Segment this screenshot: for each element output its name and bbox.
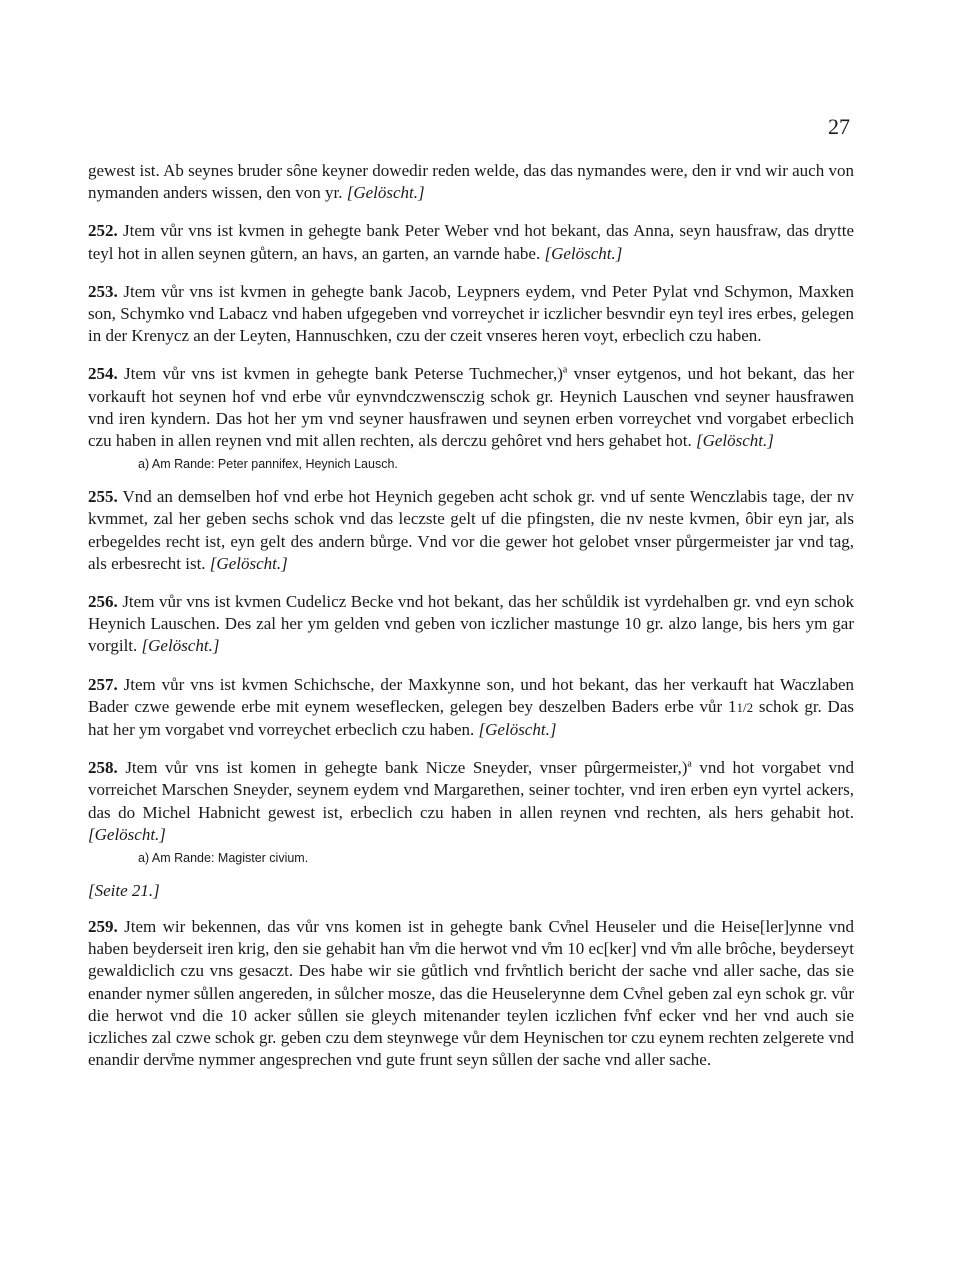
entry-number: 252. (88, 221, 118, 241)
entry-256 (88, 591, 854, 658)
entry-text: Jtem wir bekennen, das vůr vns komen ist in gehegte bank Cv̊nel Heuseler und die Heise[ler]ynne vnd haben beyderseit iren krig, den sie gehabit han v̊m die herwot vnd v̊m 10 ec[ker] vnd v̊m alle brôche, beyderseyt gewaldiclich czu vns gesaczt. Des habe wir sie gůtlich vnd frv̊ntlich bericht der sache vnd aller sache, das sie enander nymer sůllen angereden, in sůlcher mosze, das die Heuselerynne dem Cv̊nel geben zal eyn schok gr. vůr die herwot vnd die 10 acker sůllen sie gleych mitenander teylen iczlichen fv̊nf ecker vnd her vnd auch sie iczliches zal czwe schok gr. geben czu dem steynwege vůr dem Heynischen tor czu eynem rechten zelgerete vnd enandir derv̊me nymmer angesprechen vnd gute frunt seyn sůllen der sache vnd aller sache. (88, 917, 854, 1070)
entry-258 (88, 757, 854, 846)
entry-text: Jtem vůr vns ist kvmen in gehegte bank Peterse Tuchmecher,) (124, 364, 563, 384)
entry-number: 254. (88, 364, 118, 384)
entry-257 (88, 674, 854, 742)
entry-number: 259. (88, 917, 118, 937)
fraction: 1/2 (736, 699, 754, 715)
entry-number: 255. (88, 487, 118, 507)
deleted-note: [Gelöscht.] (346, 183, 425, 203)
paragraph-continued (88, 160, 854, 204)
page-marker: [Seite 21.] (88, 881, 160, 901)
entry-text: Jtem vůr vns ist kvmen Cudelicz Becke vnd hot bekant, das her schůldik ist vyrdehalben gr. vnd eyn schok Heynich Lauschen. Des zal her ym gelden vnd geben von iczlicher mastunge 10 gr. alzo lange, bis hers ym gar vorgilt. (88, 592, 854, 656)
entry-text: Jtem vůr vns ist kvmen Schichsche, der Maxkynne son, und hot bekant, das her verkauft hat Waczlaben Bader czwe gewende erbe mit eynem weseflecken, gelegen bey deszelben Baders erbe vůr 1 (88, 674, 854, 716)
entry-252 (88, 220, 854, 264)
deleted-note: [Gelöscht.] (141, 636, 220, 656)
deleted-note: [Gelöscht.] (209, 553, 288, 573)
entry-number: 258. (88, 758, 118, 778)
entry-253 (88, 281, 854, 348)
entry-text-cont: vnser eytgenos, und hot bekant, das her vorkauft hot seynen hof vnd erbe vůr eynvndczwensczig schok gr. Heynich Lauschen vnd seyner hausfrawen vnd iren kyndern. Das hot her ym vnd seyner hausfrawen und seynen erben vorreychet vnd vorgabet erbeclich czu haben in allen reynen vnd mit allen rechten, als derczu gehôret vnd hers gehabet hot. (88, 364, 854, 451)
page-number: 27 (828, 114, 850, 139)
entry-number: 253. (88, 281, 118, 301)
entry-254 (88, 363, 854, 452)
entry-255 (88, 486, 854, 575)
footnote: a) Am Rande: Magister civium. (138, 851, 309, 866)
entry-number: 256. (88, 592, 118, 612)
deleted-note: [Gelöscht.] (88, 824, 166, 844)
deleted-note: [Gelöscht.] (478, 720, 557, 740)
entry-text: Vnd an demselben hof vnd erbe hot Heynich gegeben acht schok gr. vnd uf sente Wenczlabis tage, der nv kvmmet, zal her geben sechs schok vnd das leczste gelt uf die pfingsten, die nv neste kvmen, ôbir eyn jar, als erbegeldes recht ist, eyn gelt des andern bůrge. Vnd vor die gewer hot gelobet vnser půrgermeister jar vnd tag, als erbesrecht ist. (88, 487, 854, 573)
entry-text: Jtem vůr vns ist kvmen in gehegte bank Jacob, Leypners eydem, vnd Peter Pylat vnd Schymon, Maxken son, Schymko vnd Labacz vnd haben ufgegeben vnd vorreychet ir iczlicher besvndir eyn teyl ires erbes, gelegen in der Krenycz an der Leyten, Hannuschken, czu der czeit vnseres heren voyt, erbeclich czu haben. (88, 281, 855, 346)
deleted-note: [Gelöscht.] (695, 431, 774, 451)
deleted-note: [Gelöscht.] (544, 243, 623, 263)
entry-text: gewest ist. Ab seynes bruder sône keyner dowedir reden welde, das das nymandes were, den ir vnd wir auch von nymanden anders wissen, den von yr. (88, 161, 854, 203)
entry-text: Jtem vůr vns ist kvmen in gehegte bank Peter Weber vnd hot bekant, das Anna, seyn hausfraw, das drytte teyl hot in allen seynen gůtern, an havs, an garten, an varnde habe. (88, 221, 854, 263)
document-body (88, 160, 854, 1072)
entry-text: Jtem vůr vns ist komen in gehegte bank Nicze Sneyder, vnser pûrgermeister,) (125, 758, 688, 778)
footnote-marker: a (687, 758, 692, 770)
footnote: a) Am Rande: Peter pannifex, Heynich Lausch. (138, 457, 398, 472)
entry-text-cont: vnd hot vorgabet vnd vorreichet Marschen Sneyder, seynem eydem vnd Margarethen, seiner tochter, vnd iren erben eyn vyrtel ackers, das do Michel Habnicht gewest ist, erbeclich czu haben in allen reynen vnd rechten, als hers gehabit hot. (88, 758, 854, 822)
entry-259 (88, 916, 854, 1071)
entry-text-cont: schok gr. Das hat her ym vorgabet vnd vorreychet erbeclich czu haben. (88, 696, 854, 740)
footnote-marker: a (562, 364, 568, 376)
entry-number: 257. (88, 674, 118, 694)
